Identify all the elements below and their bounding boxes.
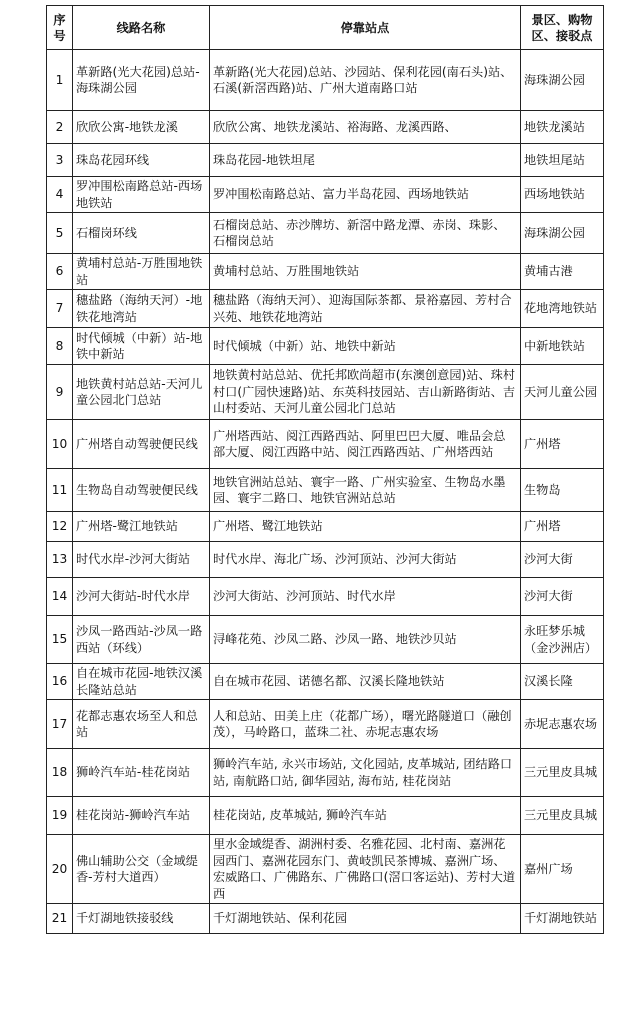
connection-point: 沙河大街 <box>521 542 604 578</box>
stops: 时代倾城（中新）站、地铁中新站 <box>210 328 521 365</box>
row-number: 1 <box>47 50 73 111</box>
row-number: 20 <box>47 835 73 904</box>
table-row <box>47 290 604 328</box>
route-name: 地铁黄村站总站-天河儿童公园北门总站 <box>73 365 210 420</box>
row-number: 6 <box>47 254 73 290</box>
row-number: 8 <box>47 328 73 365</box>
row-number: 10 <box>47 420 73 469</box>
connection-point: 地铁龙溪站 <box>521 111 604 144</box>
stops: 广州塔西站、阅江西路西站、阿里巴巴大厦、唯品会总部大厦、阅江西路中站、阅江西路西站、广州塔西站 <box>210 420 521 469</box>
table-row <box>47 904 604 934</box>
connection-point: 沙河大街 <box>521 578 604 616</box>
stops: 里水金域缇香、湖洲村委、名雅花园、北村南、嘉洲花园西门、嘉洲花园东门、黄岐凯民茶博城、嘉洲广场、宏威路口、广佛路东、广佛路口(滘口客运站)、芳村大道西 <box>210 835 521 904</box>
stops: 石榴岗总站、赤沙牌坊、新滘中路龙潭、赤岗、珠影、石榴岗总站 <box>210 213 521 254</box>
row-number: 4 <box>47 177 73 213</box>
table-row <box>47 469 604 512</box>
row-number: 19 <box>47 797 73 835</box>
route-name: 欣欣公寓-地铁龙溪 <box>73 111 210 144</box>
table-row <box>47 797 604 835</box>
row-number: 9 <box>47 365 73 420</box>
route-name: 黄埔村总站-万胜围地铁站 <box>73 254 210 290</box>
row-number: 14 <box>47 578 73 616</box>
connection-point: 三元里皮具城 <box>521 797 604 835</box>
route-table-container <box>46 5 603 934</box>
stops: 千灯湖地铁站、保利花园 <box>210 904 521 934</box>
connection-point: 生物岛 <box>521 469 604 512</box>
stops: 狮岭汽车站, 永兴市场站, 文化园站, 皮革城站, 团结路口站, 南航路口站, 御华园站, 海布站, 桂花岗站 <box>210 749 521 797</box>
connection-point: 汉溪长隆 <box>521 664 604 700</box>
stops: 地铁黄村站总站、优托邦欧尚超市(东澳创意园)站、珠村村口(广园快速路)站、东英科技园站、吉山新路街站、吉山村委站、天河儿童公园北门总站 <box>210 365 521 420</box>
table-row <box>47 664 604 700</box>
connection-point: 海珠湖公园 <box>521 213 604 254</box>
connection-point: 地铁坦尾站 <box>521 144 604 177</box>
stops: 广州塔、鹭江地铁站 <box>210 512 521 542</box>
connection-point: 花地湾地铁站 <box>521 290 604 328</box>
route-name: 自在城市花园-地铁汉溪长隆站总站 <box>73 664 210 700</box>
row-number: 11 <box>47 469 73 512</box>
table-row <box>47 835 604 904</box>
connection-point: 永旺梦乐城（金沙洲店） <box>521 616 604 664</box>
row-number: 5 <box>47 213 73 254</box>
table-row <box>47 328 604 365</box>
route-name: 罗冲围松南路总站-西场地铁站 <box>73 177 210 213</box>
connection-point: 西场地铁站 <box>521 177 604 213</box>
row-number: 21 <box>47 904 73 934</box>
route-name: 佛山辅助公交（金域缇香-芳村大道西） <box>73 835 210 904</box>
header-route-name: 线路名称 <box>73 6 210 50</box>
row-number: 13 <box>47 542 73 578</box>
table-row <box>47 144 604 177</box>
stops: 地铁官洲站总站、寰宇一路、广州实验室、生物岛水墨园、寰宇二路口、地铁官洲站总站 <box>210 469 521 512</box>
row-number: 2 <box>47 111 73 144</box>
table-row <box>47 512 604 542</box>
route-name: 时代水岸-沙河大街站 <box>73 542 210 578</box>
bus-route-table <box>46 5 604 934</box>
connection-point: 广州塔 <box>521 512 604 542</box>
route-name: 生物岛自动驾驶便民线 <box>73 469 210 512</box>
stops: 浔峰花苑、沙凤二路、沙凤一路、地铁沙贝站 <box>210 616 521 664</box>
table-row <box>47 177 604 213</box>
table-row <box>47 700 604 749</box>
table-row <box>47 420 604 469</box>
route-name: 穗盐路（海纳天河）-地铁花地湾站 <box>73 290 210 328</box>
table-row <box>47 254 604 290</box>
table-row <box>47 749 604 797</box>
stops: 罗冲围松南路总站、富力半岛花园、西场地铁站 <box>210 177 521 213</box>
route-name: 石榴岗环线 <box>73 213 210 254</box>
route-name: 花都志惠农场至人和总站 <box>73 700 210 749</box>
route-name: 千灯湖地铁接驳线 <box>73 904 210 934</box>
route-name: 革新路(光大花园)总站-海珠湖公园 <box>73 50 210 111</box>
route-name: 珠岛花园环线 <box>73 144 210 177</box>
stops: 沙河大街站、沙河顶站、时代水岸 <box>210 578 521 616</box>
connection-point: 赤坭志惠农场 <box>521 700 604 749</box>
stops: 自在城市花园、诺德名都、汉溪长隆地铁站 <box>210 664 521 700</box>
row-number: 18 <box>47 749 73 797</box>
table-row <box>47 111 604 144</box>
stops: 桂花岗站, 皮革城站, 狮岭汽车站 <box>210 797 521 835</box>
row-number: 12 <box>47 512 73 542</box>
table-row <box>47 50 604 111</box>
table-body <box>47 50 604 934</box>
route-name: 桂花岗站-狮岭汽车站 <box>73 797 210 835</box>
connection-point: 千灯湖地铁站 <box>521 904 604 934</box>
route-name: 时代倾城（中新）站-地铁中新站 <box>73 328 210 365</box>
stops: 珠岛花园-地铁坦尾 <box>210 144 521 177</box>
stops: 欣欣公寓、地铁龙溪站、裕海路、龙溪西路、 <box>210 111 521 144</box>
header-connections: 景区、购物区、接驳点 <box>521 6 604 50</box>
table-row <box>47 616 604 664</box>
stops: 革新路(光大花园)总站、沙园站、保利花园(南石头)站、石溪(新滘西路)站、广州大道南路口站 <box>210 50 521 111</box>
stops: 穗盐路（海纳天河）、迎海国际茶都、景裕嘉园、芳村合兴苑、地铁花地湾站 <box>210 290 521 328</box>
route-name: 狮岭汽车站-桂花岗站 <box>73 749 210 797</box>
row-number: 16 <box>47 664 73 700</box>
row-number: 3 <box>47 144 73 177</box>
header-stops: 停靠站点 <box>210 6 521 50</box>
connection-point: 中新地铁站 <box>521 328 604 365</box>
connection-point: 嘉州广场 <box>521 835 604 904</box>
table-row <box>47 213 604 254</box>
table-row <box>47 365 604 420</box>
connection-point: 三元里皮具城 <box>521 749 604 797</box>
connection-point: 海珠湖公园 <box>521 50 604 111</box>
row-number: 17 <box>47 700 73 749</box>
header-index: 序号 <box>47 6 73 50</box>
table-row <box>47 542 604 578</box>
row-number: 7 <box>47 290 73 328</box>
connection-point: 黄埔古港 <box>521 254 604 290</box>
table-row <box>47 578 604 616</box>
route-name: 沙凤一路西站-沙凤一路西站（环线） <box>73 616 210 664</box>
table-header-row <box>47 6 604 50</box>
stops: 人和总站、田美上庄（花都广场），曙光路隧道口（融创茂），马岭路口，蓝珠二社、赤坭志惠农场 <box>210 700 521 749</box>
route-name: 广州塔自动驾驶便民线 <box>73 420 210 469</box>
stops: 黄埔村总站、万胜围地铁站 <box>210 254 521 290</box>
stops: 时代水岸、海北广场、沙河顶站、沙河大街站 <box>210 542 521 578</box>
connection-point: 天河儿童公园 <box>521 365 604 420</box>
route-name: 广州塔-鹭江地铁站 <box>73 512 210 542</box>
connection-point: 广州塔 <box>521 420 604 469</box>
route-name: 沙河大街站-时代水岸 <box>73 578 210 616</box>
row-number: 15 <box>47 616 73 664</box>
